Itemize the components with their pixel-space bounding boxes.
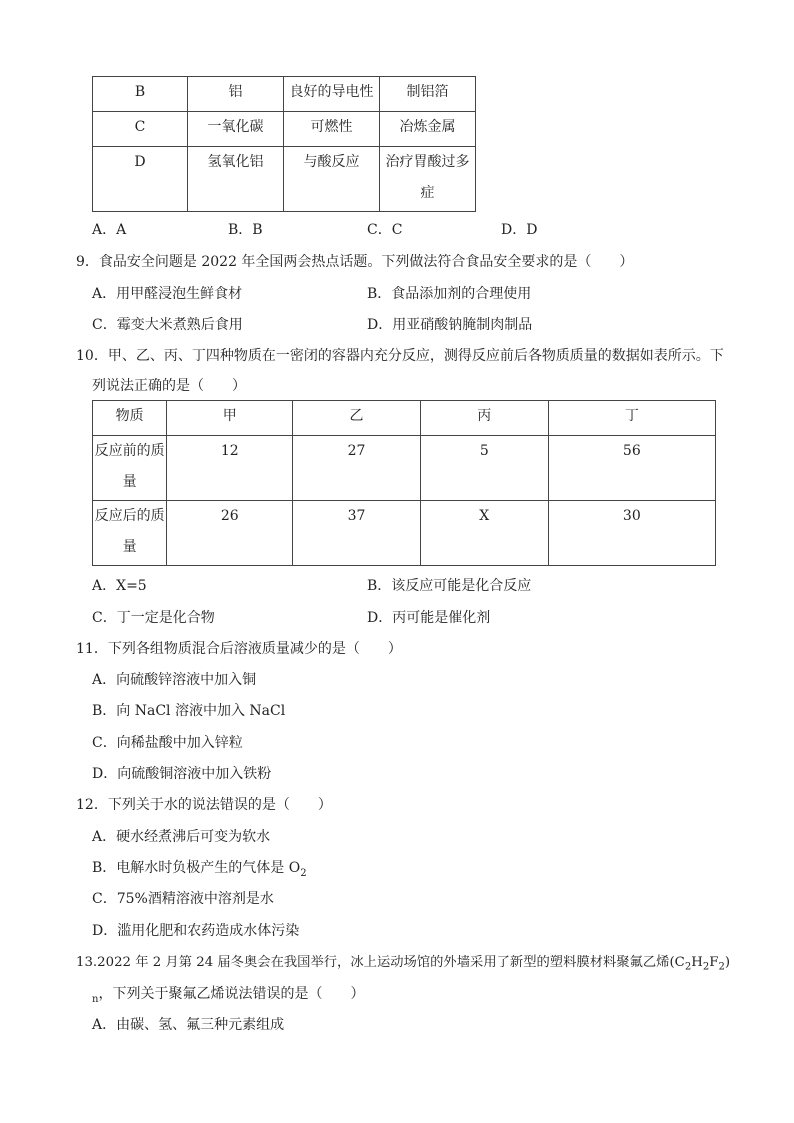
table-cell: 铝 bbox=[188, 77, 284, 112]
table-cell: 56 bbox=[548, 436, 715, 501]
q12-option-a[interactable]: A．硬水经煮沸后可变为软水 bbox=[92, 829, 271, 845]
table-header-cell: 甲 bbox=[167, 401, 293, 436]
table-cell: D bbox=[93, 147, 188, 212]
table-cell: 30 bbox=[548, 501, 715, 566]
stem-text: 13.2022 年 2 月第 24 届冬奥会在我国举行，冰上运动场馆的外墙采用了新型的塑料膜材料聚氟乙烯(C bbox=[76, 955, 685, 970]
q10-option-b[interactable]: B．该反应可能是化合反应 bbox=[367, 578, 532, 594]
subscript: 2 bbox=[684, 961, 692, 973]
table-header-cell: 丙 bbox=[420, 401, 548, 436]
q13-stem-line1 bbox=[76, 951, 730, 973]
table-cell: 与酸反应 bbox=[284, 147, 380, 212]
q11-stem: 11．下列各组物质混合后溶液质量减少的是（ ） bbox=[76, 641, 402, 657]
subscript: 2 bbox=[718, 961, 725, 973]
table-cell: 一氧化碳 bbox=[188, 112, 284, 147]
table-cell: 冶炼金属 bbox=[380, 112, 476, 147]
q9-option-c[interactable]: C．霉变大米煮熟后食用 bbox=[92, 317, 243, 333]
q8-option-b[interactable]: B．B bbox=[228, 222, 263, 238]
q10-option-a[interactable]: A．X=5 bbox=[92, 578, 147, 594]
table-cell: 37 bbox=[293, 501, 421, 566]
table-cell: 治疗胃酸过多症 bbox=[380, 147, 476, 212]
stem-text: ，下列关于聚氟乙烯说法错误的是（ ） bbox=[98, 986, 365, 1002]
formula-part: F bbox=[709, 955, 719, 970]
subscript: 2 bbox=[702, 961, 710, 973]
q8-option-a[interactable]: A．A bbox=[92, 222, 127, 238]
table-header-cell: 物质 bbox=[93, 401, 167, 436]
option-text: B．电解水时负极产生的气体是 O bbox=[92, 860, 301, 876]
table-row bbox=[93, 147, 476, 212]
q9-option-b[interactable]: B．食品添加剂的合理使用 bbox=[367, 286, 532, 302]
q9-option-a[interactable]: A．用甲醛浸泡生鲜食材 bbox=[92, 286, 243, 302]
q9-option-d[interactable]: D．用亚硝酸钠腌制肉制品 bbox=[367, 317, 533, 333]
table-header-cell: 乙 bbox=[293, 401, 421, 436]
q10-option-c[interactable]: C．丁一定是化合物 bbox=[92, 610, 215, 626]
q12-option-d[interactable]: D．滥用化肥和农药造成水体污染 bbox=[92, 923, 300, 939]
table-cell: B bbox=[93, 77, 188, 112]
q11-option-a[interactable]: A．向硫酸锌溶液中加入铜 bbox=[92, 672, 257, 688]
q10-table bbox=[92, 400, 716, 566]
table-cell: 12 bbox=[167, 436, 293, 501]
q12-option-b[interactable] bbox=[92, 857, 307, 879]
table-row bbox=[93, 77, 476, 112]
table-row bbox=[93, 112, 476, 147]
q9-stem: 9．食品安全问题是 2022 年全国两会热点话题。下列做法符合食品安全要求的是（ ） bbox=[76, 254, 634, 270]
table-row bbox=[93, 501, 716, 566]
table-row bbox=[93, 436, 716, 501]
q13-stem-line2 bbox=[92, 983, 364, 1005]
q8-option-d[interactable]: D．D bbox=[501, 222, 538, 238]
table-cell: 26 bbox=[167, 501, 293, 566]
q11-option-d[interactable]: D．向硫酸铜溶液中加入铁粉 bbox=[92, 766, 272, 782]
q11-option-b[interactable]: B．向 NaCl 溶液中加入 NaCl bbox=[92, 703, 286, 719]
formula-part: ) bbox=[724, 955, 731, 970]
table-cell: 反应前的质量 bbox=[93, 436, 167, 501]
table-cell: 可燃性 bbox=[284, 112, 380, 147]
table-cell: 制铝箔 bbox=[380, 77, 476, 112]
table-cell: 反应后的质量 bbox=[93, 501, 167, 566]
q11-option-c[interactable]: C．向稀盐酸中加入锌粒 bbox=[92, 735, 243, 751]
table-cell: 27 bbox=[293, 436, 421, 501]
q10-option-d[interactable]: D．丙可能是催化剂 bbox=[367, 610, 491, 626]
table-cell: 5 bbox=[420, 436, 548, 501]
table-cell: X bbox=[420, 501, 548, 566]
subscript: n bbox=[92, 993, 99, 1005]
q12-option-c[interactable]: C．75%酒精溶液中溶剂是水 bbox=[92, 891, 274, 907]
table-cell: 良好的导电性 bbox=[284, 77, 380, 112]
q10-stem-line1: 10．甲、乙、丙、丁四种物质在一密闭的容器内充分反应，测得反应前后各物质质量的数据如表所示。下 bbox=[76, 348, 724, 364]
table-header-cell: 丁 bbox=[548, 401, 715, 436]
table-cell: C bbox=[93, 112, 188, 147]
table-header-row bbox=[93, 401, 716, 436]
formula-part: H bbox=[691, 955, 703, 970]
q13-option-a[interactable]: A．由碳、氢、氟三种元素组成 bbox=[92, 1017, 285, 1033]
subscript: 2 bbox=[300, 867, 307, 879]
q10-stem-line2: 列说法正确的是（ ） bbox=[92, 378, 246, 394]
q8-table bbox=[92, 76, 476, 212]
q12-stem: 12．下列关于水的说法错误的是（ ） bbox=[76, 797, 332, 813]
table-cell: 氢氧化铝 bbox=[188, 147, 284, 212]
q8-option-c[interactable]: C．C bbox=[367, 222, 403, 238]
